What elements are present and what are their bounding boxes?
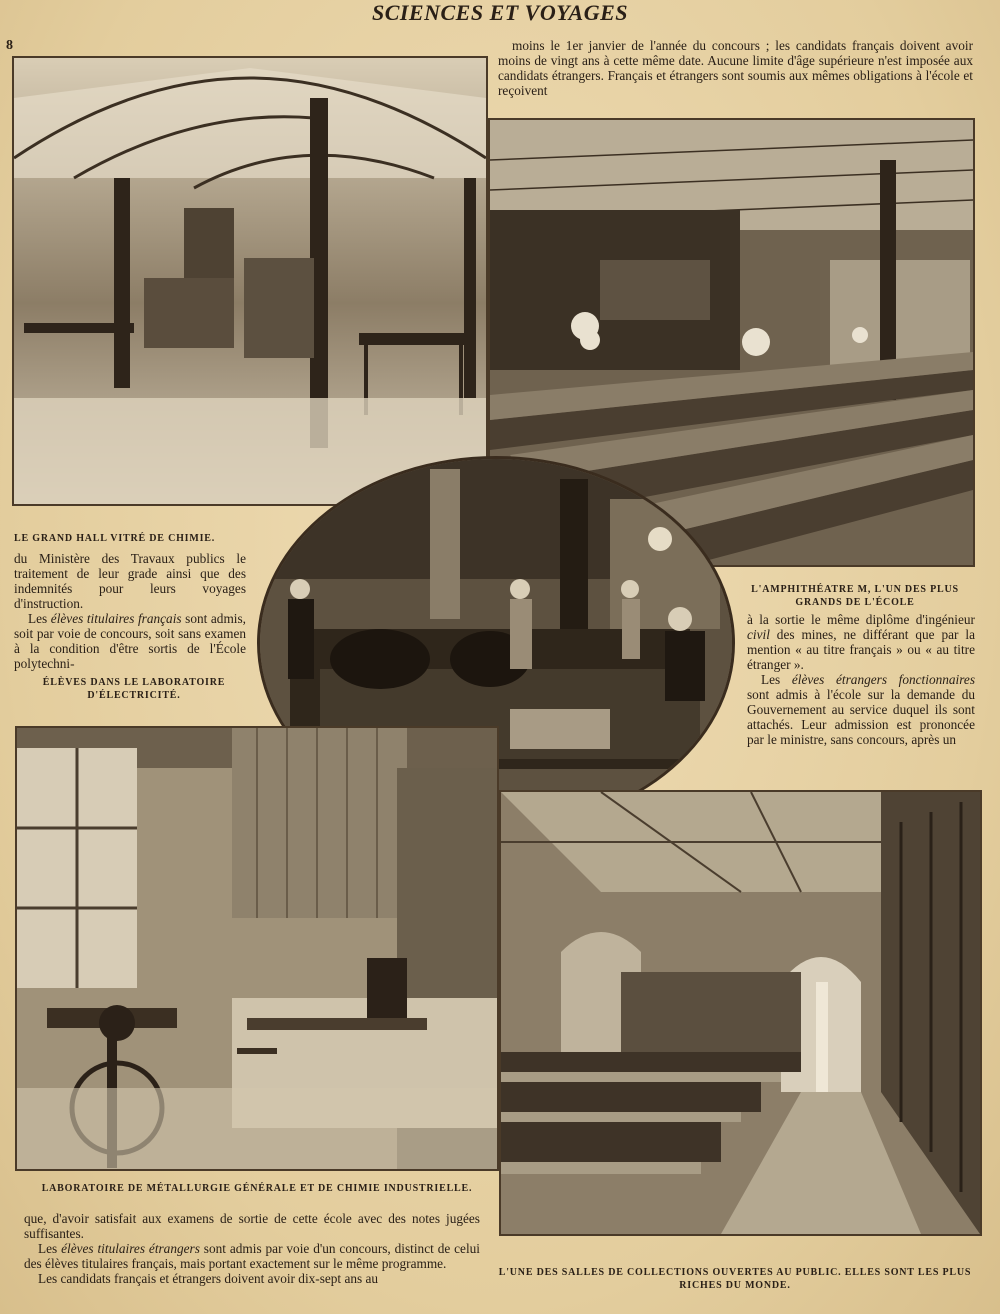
caption-metallurgie: LABORATOIRE DE MÉTALLURGIE GÉNÉRALE ET DE CHIMIE INDUSTRIELLE. — [41, 1183, 473, 1194]
paragraph-right-2 — [747, 672, 975, 747]
text-top-right — [498, 38, 973, 98]
paragraph-bottom-2 — [24, 1241, 480, 1271]
page-number: 8 — [6, 38, 13, 53]
paragraph-right-1-italic: civil — [747, 627, 770, 642]
paragraph-right-2-post: sont admis à l'école sur la demande du Gouvernement au service duquel ils sont attachés. Leur admission est prononcée par le ministre, sans concours, après un — [747, 687, 975, 747]
paragraph-right-1-post: des mines, ne différant que par la mention « au titre français » ou « au titre étranger ». — [747, 627, 975, 672]
caption-grand-hall: LE GRAND HALL VITRÉ DE CHIMIE. — [14, 533, 216, 544]
paragraph-bottom-3: Les candidats français et étrangers doivent avoir dix-sept ans au — [38, 1271, 379, 1286]
paragraph-right-1-pre: à la sortie le même diplôme d'ingénieur — [747, 612, 975, 627]
paragraph-top-right: moins le 1er janvier de l'année du concours ; les candidats français doivent avoir moins de vingt ans à cette même date. Aucune limite d'âge supérieure n'est imposée aux candidats étrangers. Français et étrangers sont soumis aux mêmes obligations à l'école et reçoivent — [498, 38, 973, 98]
paragraph-left-2-post: sont admis, soit par voie de concours, soit sans examen à la condition d'être sortis de l'École polytechni- — [14, 611, 246, 671]
photo-metallurgie-lab — [15, 726, 499, 1171]
photo-collections-hall — [499, 790, 982, 1236]
paragraph-right-2-italic: élèves étrangers fonctionnaires — [791, 672, 975, 687]
paragraph-right-2-pre: Les — [761, 672, 792, 687]
paragraph-bottom-1: que, d'avoir satisfait aux examens de sortie de cette école avec des notes jugées suffisantes. — [24, 1211, 480, 1241]
text-left-column — [14, 551, 246, 671]
text-right-column — [747, 612, 975, 747]
caption-amphitheatre: L'AMPHITHÉATRE M, L'UN DES PLUS GRANDS DE L'ÉCOLE — [751, 584, 959, 608]
paragraph-bottom-2-pre: Les — [38, 1241, 62, 1256]
paragraph-left-2-pre: Les — [28, 611, 51, 626]
paragraph-left-2 — [14, 611, 246, 671]
photo-grand-hall — [12, 56, 488, 506]
caption-collections: L'UNE DES SALLES DE COLLECTIONS OUVERTES AU PUBLIC. ELLES SONT LES PLUS RICHES DU MONDE. — [498, 1267, 972, 1291]
paragraph-left-1: du Ministère des Travaux publics le traitement de leur grade ainsi que des indemnités pour leurs voyages d'instruction. — [14, 551, 246, 611]
page-header-title: SCIENCES ET VOYAGES — [371, 0, 629, 25]
text-bottom-left — [24, 1211, 480, 1286]
paragraph-bottom-2-italic: élèves titulaires étrangers — [61, 1241, 200, 1256]
paragraph-bottom-2-post: sont admis par voie d'un concours, distinct de celui des élèves titulaires français, mais portant exactement sur le même programme. — [24, 1241, 480, 1271]
paragraph-left-2-italic: élèves titulaires français — [50, 611, 182, 626]
paragraph-right-1 — [747, 612, 975, 672]
caption-electricite: ÉLÈVES DANS LE LABORATOIRE D'ÉLECTRICITÉ. — [42, 677, 226, 701]
